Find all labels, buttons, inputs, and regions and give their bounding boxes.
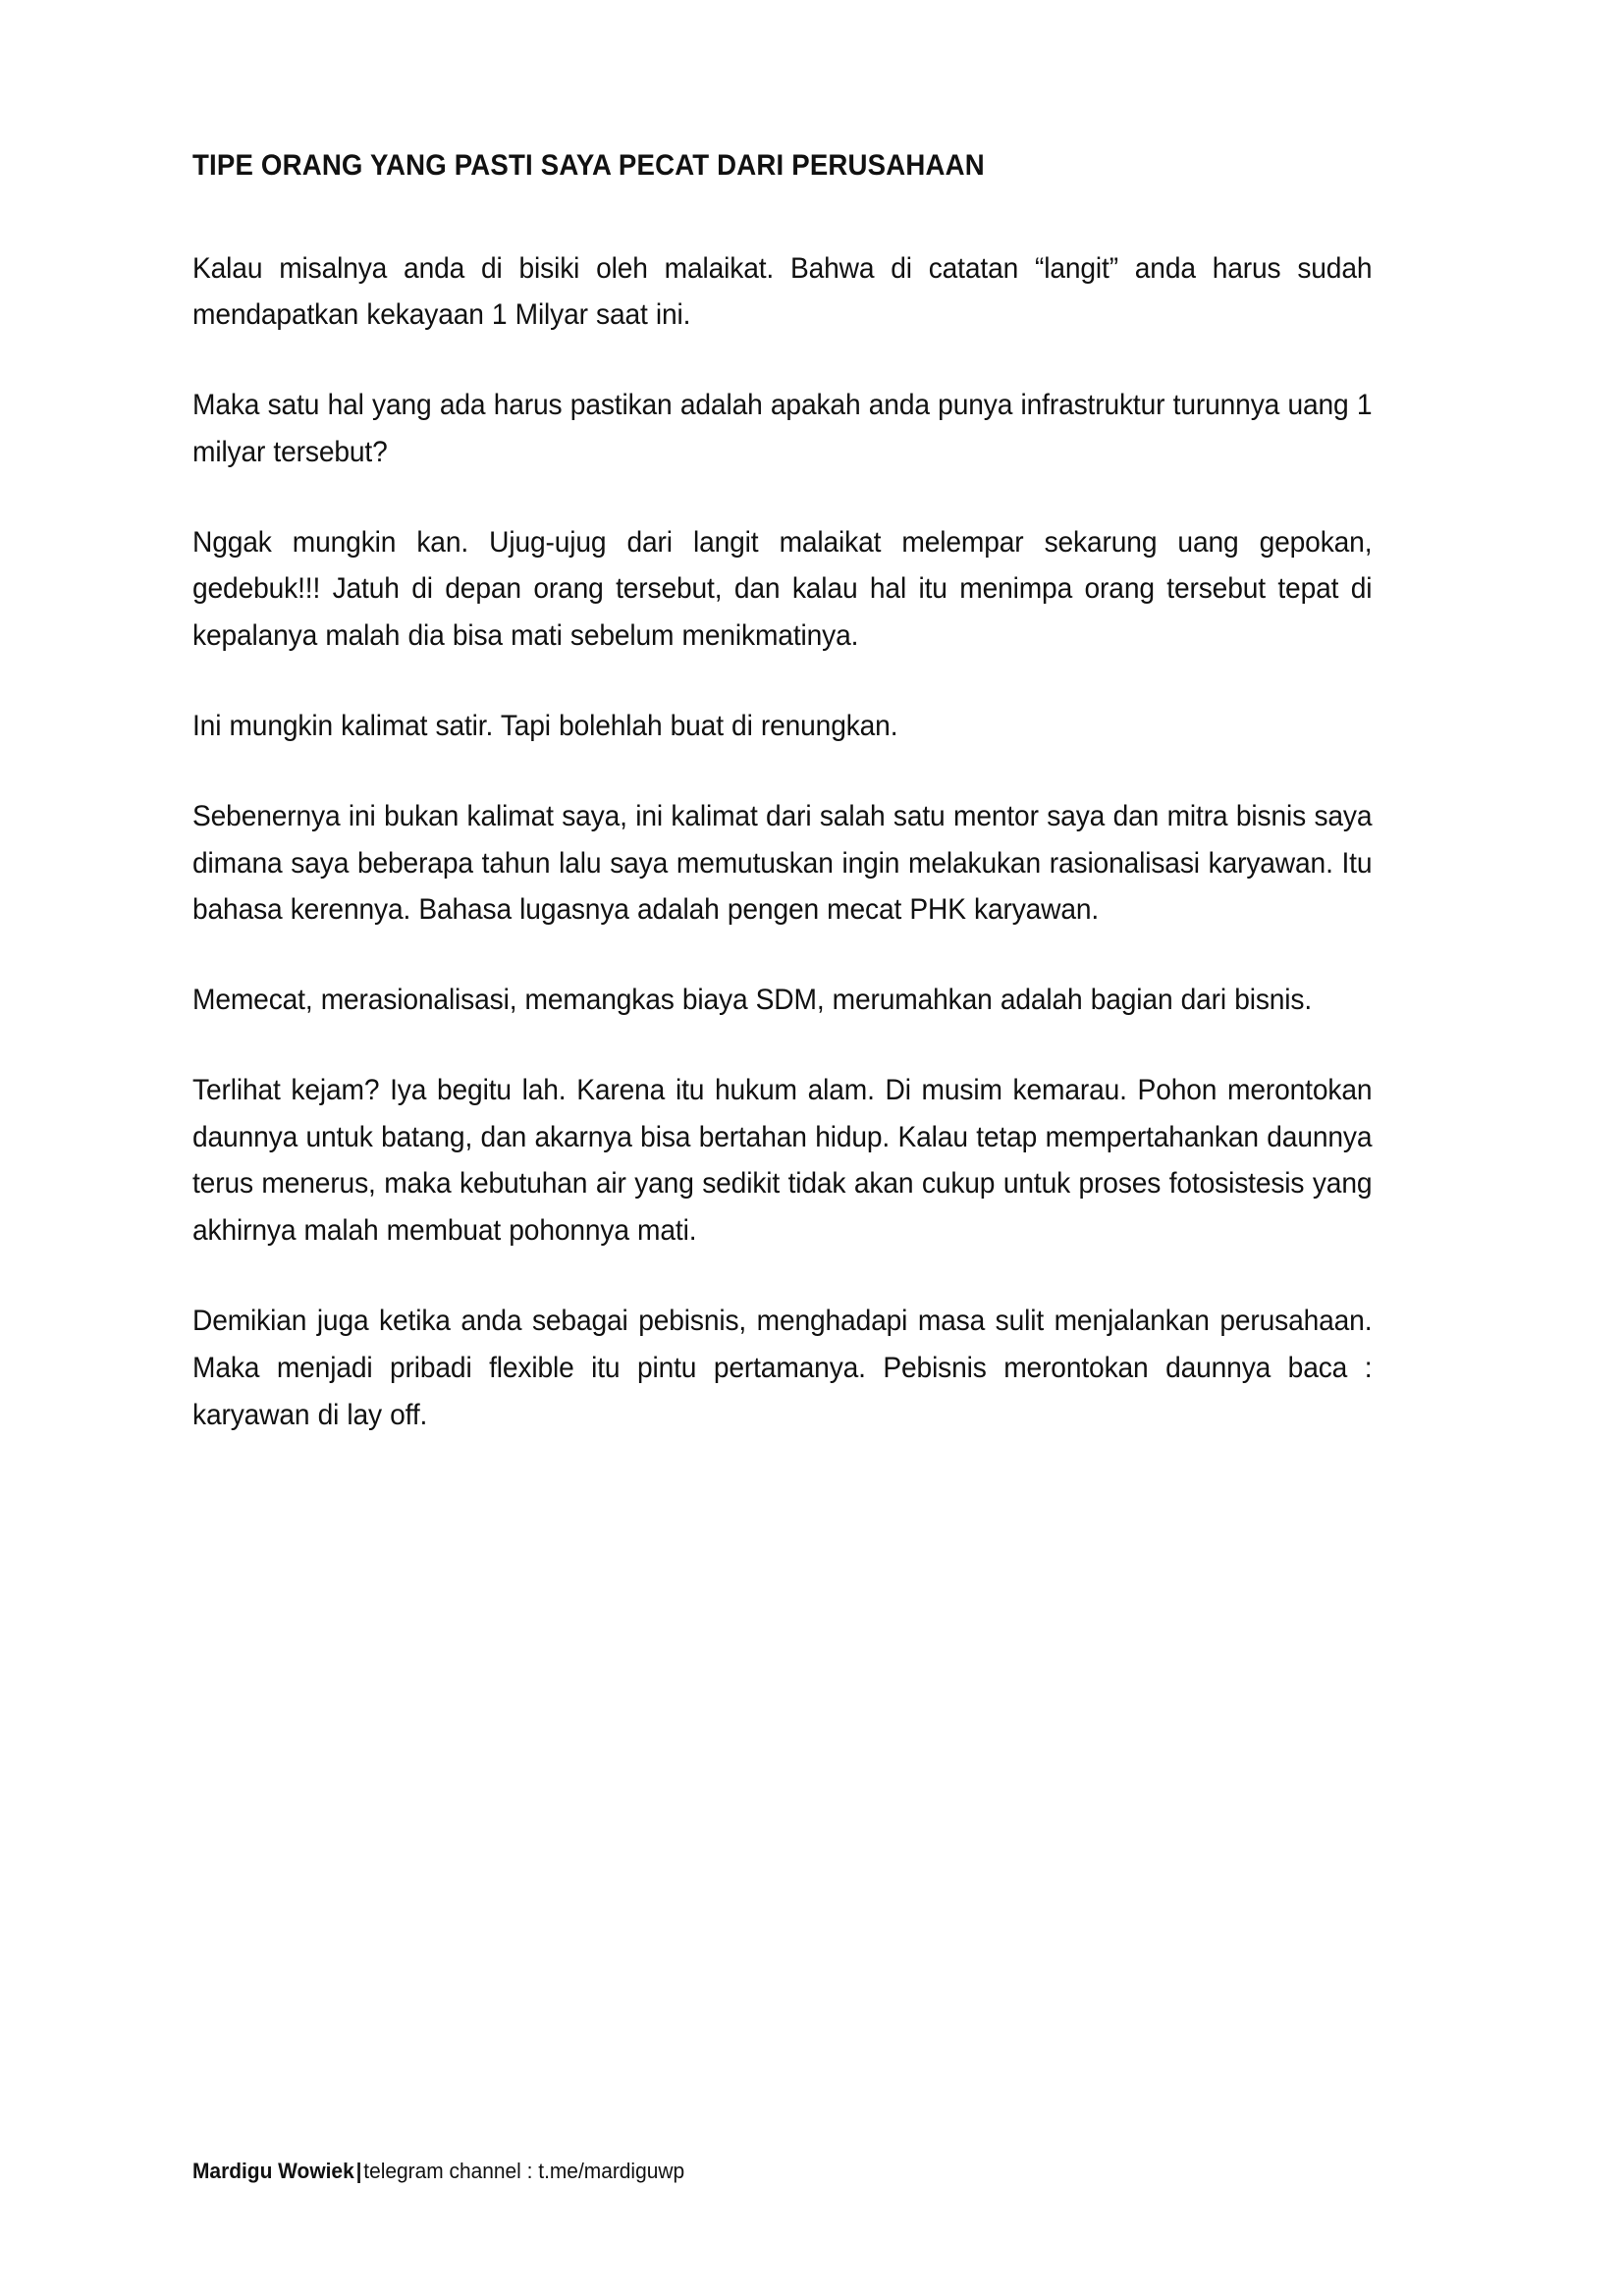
paragraph: Ini mungkin kalimat satir. Tapi bolehlah buat di renungkan. (192, 709, 898, 742)
footer-channel-link[interactable]: telegram channel : t.me/mardiguwp (363, 2159, 685, 2183)
paragraph: Sebenernya ini bukan kalimat saya, ini kalimat dari salah satu mentor saya dan mitra bisnis saya dimana saya beberapa tahun lalu saya memutuskan ingin melakukan rasionalisasi karyawan. Itu bahasa kerennya. Bahasa lugasnya adalah pengen mecat PHK karyawan. (192, 799, 1373, 927)
paragraph: Memecat, merasionalisasi, memangkas biaya SDM, merumahkan adalah bagian dari bisnis. (192, 984, 1313, 1017)
paragraph: Kalau misalnya anda di bisiki oleh malaikat. Bahwa di catatan “langit” anda harus sudah mendapatkan kekayaan 1 Milyar saat ini. (192, 251, 1373, 332)
footer-separator: | (355, 2159, 362, 2183)
page-title: TIPE ORANG YANG PASTI SAYA PECAT DARI PERUSAHAAN (192, 149, 985, 182)
paragraph: Demikian juga ketika anda sebagai pebisnis, menghadapi masa sulit menjalankan perusahaan. Maka menjadi pribadi flexible itu pintu pertamanya. Pebisnis merontokan daunnya baca : karyawan di lay off. (192, 1305, 1373, 1431)
paragraph: Maka satu hal yang ada harus pastikan adalah apakah anda punya infrastruktur turunnya uang 1 milyar tersebut? (192, 389, 1373, 468)
paragraph-list (192, 245, 1428, 1439)
paragraph: Nggak mungkin kan. Ujug-ujug dari langit malaikat melempar sekarung uang gepokan, gedebuk!!! Jatuh di depan orang tersebut, dan kalau hal itu menimpa orang tersebut tepat di kepalanya malah dia bisa mati sebelum menikmatinya. (192, 525, 1373, 653)
document-body (192, 147, 1428, 1438)
footer-author: Mardigu Wowiek (192, 2159, 354, 2183)
paragraph: Terlihat kejam? Iya begitu lah. Karena itu hukum alam. Di musim kemarau. Pohon merontokan daunnya untuk batang, dan akarnya bisa bertahan hidup. Kalau tetap mempertahankan daunnya terus menerus, maka kebutuhan air yang sedikit tidak akan cukup untuk proses fotosistesis yang akhirnya malah membuat pohonnya mati. (192, 1073, 1373, 1248)
page-footer (192, 2157, 1341, 2185)
